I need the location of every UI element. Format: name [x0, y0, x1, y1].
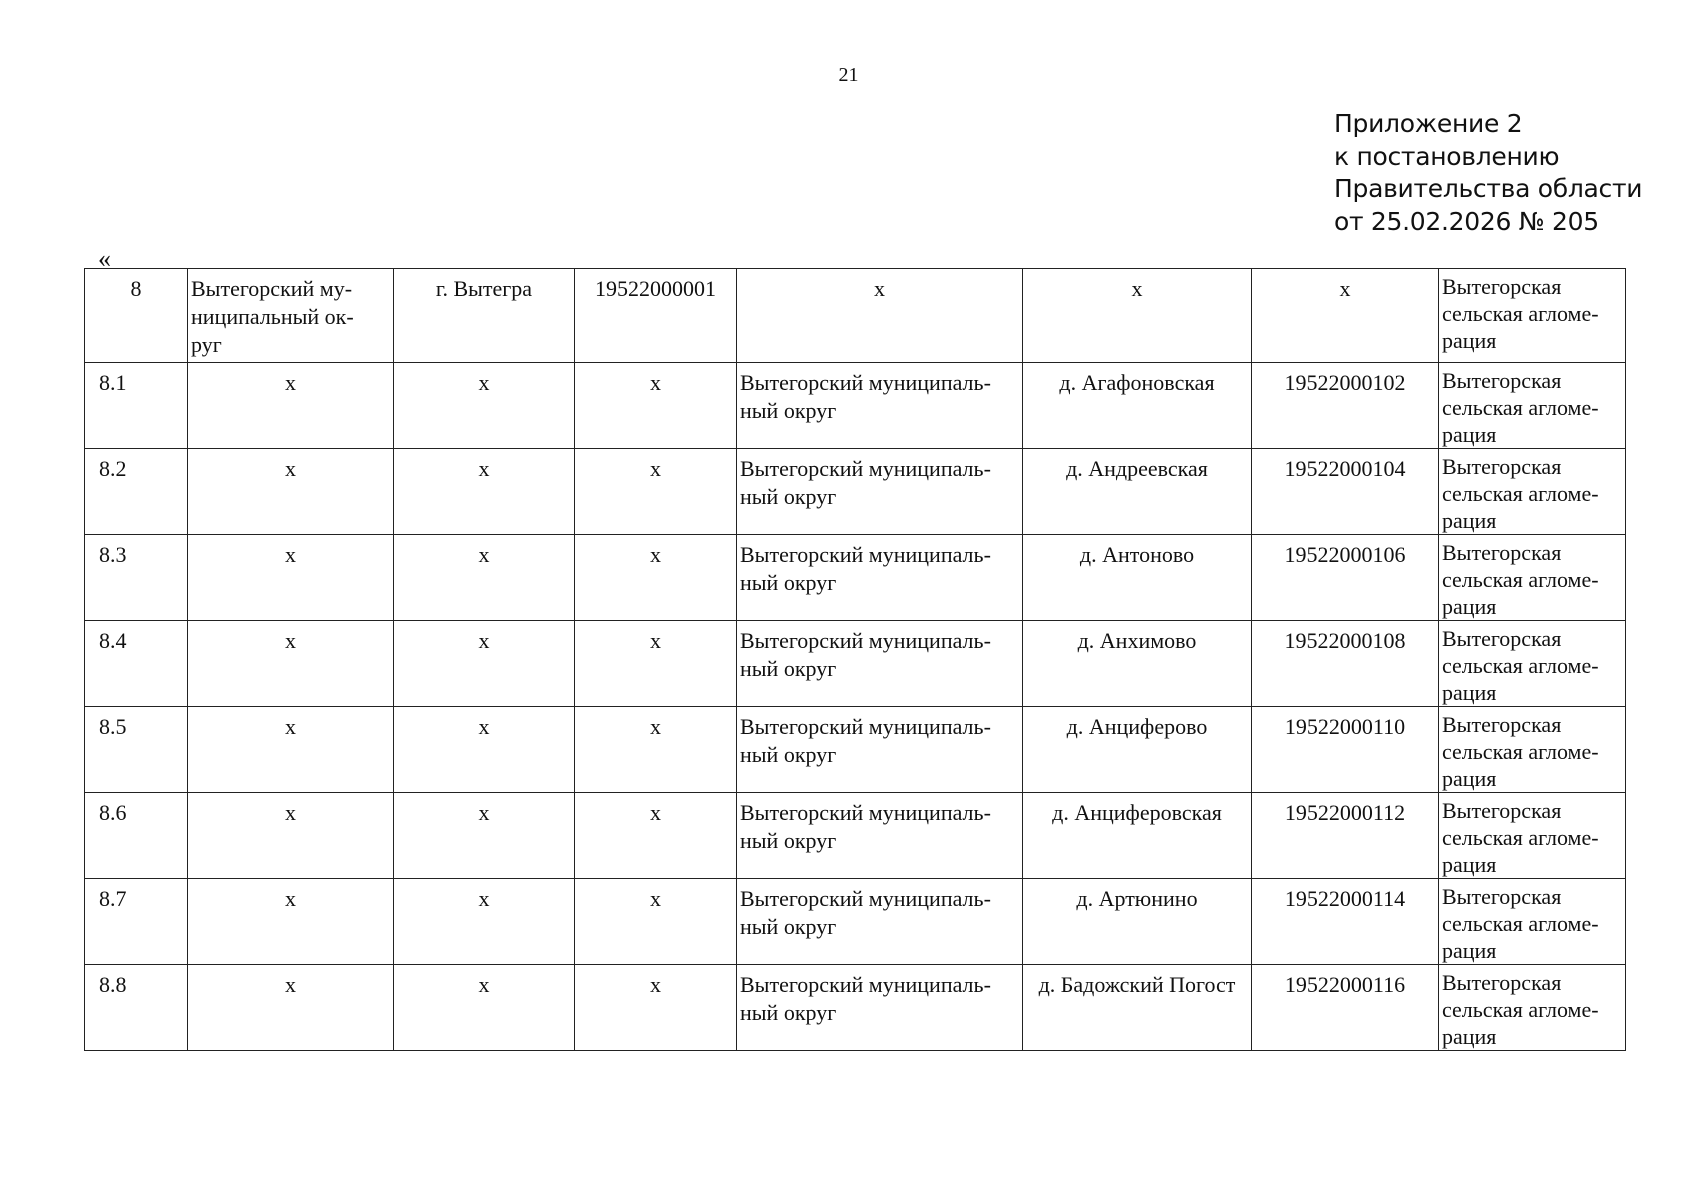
table-cell: х: [394, 793, 575, 879]
appendix-line: от 25.02.2026 № 205: [1334, 206, 1599, 236]
opening-quote-mark: «: [98, 244, 111, 273]
table-cell: 19522000108: [1252, 621, 1439, 707]
table-cell: х: [575, 449, 737, 535]
table-cell: д. Анциферово: [1023, 707, 1252, 793]
table-cell: х: [394, 707, 575, 793]
table-cell: х: [188, 363, 394, 449]
table-cell: х: [394, 879, 575, 965]
table-cell: г. Вытегра: [394, 269, 575, 363]
table-cell: х: [188, 707, 394, 793]
table-cell: х: [575, 707, 737, 793]
table-cell: д. Агафоновская: [1023, 363, 1252, 449]
table-cell: 8.3: [85, 535, 188, 621]
table-cell: х: [1252, 269, 1439, 363]
table-cell: д. Анциферовская: [1023, 793, 1252, 879]
table-cell: 8.4: [85, 621, 188, 707]
table-row: [85, 793, 1626, 879]
table-cell: х: [394, 363, 575, 449]
settlements-table: [84, 268, 1626, 1051]
table-cell: 8: [85, 269, 188, 363]
table-row: [85, 965, 1626, 1051]
table-cell: 8.7: [85, 879, 188, 965]
table-row: [85, 269, 1626, 363]
table-row: [85, 621, 1626, 707]
table-row: [85, 535, 1626, 621]
table-cell: 8.6: [85, 793, 188, 879]
table-cell: д. Антоново: [1023, 535, 1252, 621]
table-row: [85, 879, 1626, 965]
table-cell: д. Андреевская: [1023, 449, 1252, 535]
table-cell: Вытегорская сельская агломе- рация: [1439, 965, 1626, 1051]
table-cell: Вытегорская сельская агломе- рация: [1439, 621, 1626, 707]
table-cell: Вытегорская сельская агломе- рация: [1439, 449, 1626, 535]
table-cell: д. Бадожский Погост: [1023, 965, 1252, 1051]
table-cell: Вытегорский муниципаль- ный округ: [737, 621, 1023, 707]
page-number: 21: [838, 64, 859, 86]
table-cell: 19522000104: [1252, 449, 1439, 535]
table-cell: 8.2: [85, 449, 188, 535]
table-cell: х: [188, 535, 394, 621]
table-cell: Вытегорский муниципаль- ный округ: [737, 707, 1023, 793]
table-cell: Вытегорский муниципаль- ный округ: [737, 793, 1023, 879]
appendix-line: Приложение 2: [1334, 109, 1523, 138]
table-cell: х: [394, 449, 575, 535]
table-cell: 19522000116: [1252, 965, 1439, 1051]
table-cell: х: [394, 535, 575, 621]
table-cell: Вытегорский муниципаль- ный округ: [737, 363, 1023, 449]
table-cell: х: [575, 879, 737, 965]
table-cell: 19522000110: [1252, 707, 1439, 793]
table-cell: Вытегорская сельская агломе- рация: [1439, 793, 1626, 879]
table-cell: х: [394, 965, 575, 1051]
table-row: [85, 449, 1626, 535]
table-cell: х: [575, 363, 737, 449]
table-cell: Вытегорская сельская агломе- рация: [1439, 707, 1626, 793]
table-cell: х: [188, 793, 394, 879]
table-cell: Вытегорская сельская агломе- рация: [1439, 535, 1626, 621]
appendix-line: к постановлению: [1334, 141, 1560, 171]
table-cell: х: [188, 449, 394, 535]
table-cell: д. Анхимово: [1023, 621, 1252, 707]
table-cell: 19522000114: [1252, 879, 1439, 965]
table-cell: 19522000001: [575, 269, 737, 363]
table-row: [85, 707, 1626, 793]
table-row: [85, 363, 1626, 449]
table-cell: 8.8: [85, 965, 188, 1051]
table-cell: х: [188, 879, 394, 965]
appendix-header: [1334, 108, 1642, 238]
table-cell: Вытегорская сельская агломе- рация: [1439, 879, 1626, 965]
table-cell: 19522000106: [1252, 535, 1439, 621]
table-cell: 8.5: [85, 707, 188, 793]
table-cell: Вытегорский му- ниципальный ок- руг: [188, 269, 394, 363]
table-cell: 19522000102: [1252, 363, 1439, 449]
table-cell: 19522000112: [1252, 793, 1439, 879]
table-cell: Вытегорский муниципаль- ный округ: [737, 535, 1023, 621]
table-cell: х: [394, 621, 575, 707]
table-cell: х: [188, 621, 394, 707]
table-cell: Вытегорская сельская агломе- рация: [1439, 363, 1626, 449]
table-cell: д. Артюнино: [1023, 879, 1252, 965]
table-cell: х: [1023, 269, 1252, 363]
appendix-line: Правительства области: [1334, 174, 1643, 203]
table-cell: х: [737, 269, 1023, 363]
table-cell: Вытегорская сельская агломе- рация: [1439, 269, 1626, 363]
table-cell: Вытегорский муниципаль- ный округ: [737, 879, 1023, 965]
table-cell: х: [188, 965, 394, 1051]
table-cell: х: [575, 535, 737, 621]
table-cell: Вытегорский муниципаль- ный округ: [737, 449, 1023, 535]
table-cell: х: [575, 965, 737, 1051]
table-cell: х: [575, 621, 737, 707]
table-cell: Вытегорский муниципаль- ный округ: [737, 965, 1023, 1051]
table-body: [85, 269, 1626, 1051]
table-cell: х: [575, 793, 737, 879]
table-cell: 8.1: [85, 363, 188, 449]
